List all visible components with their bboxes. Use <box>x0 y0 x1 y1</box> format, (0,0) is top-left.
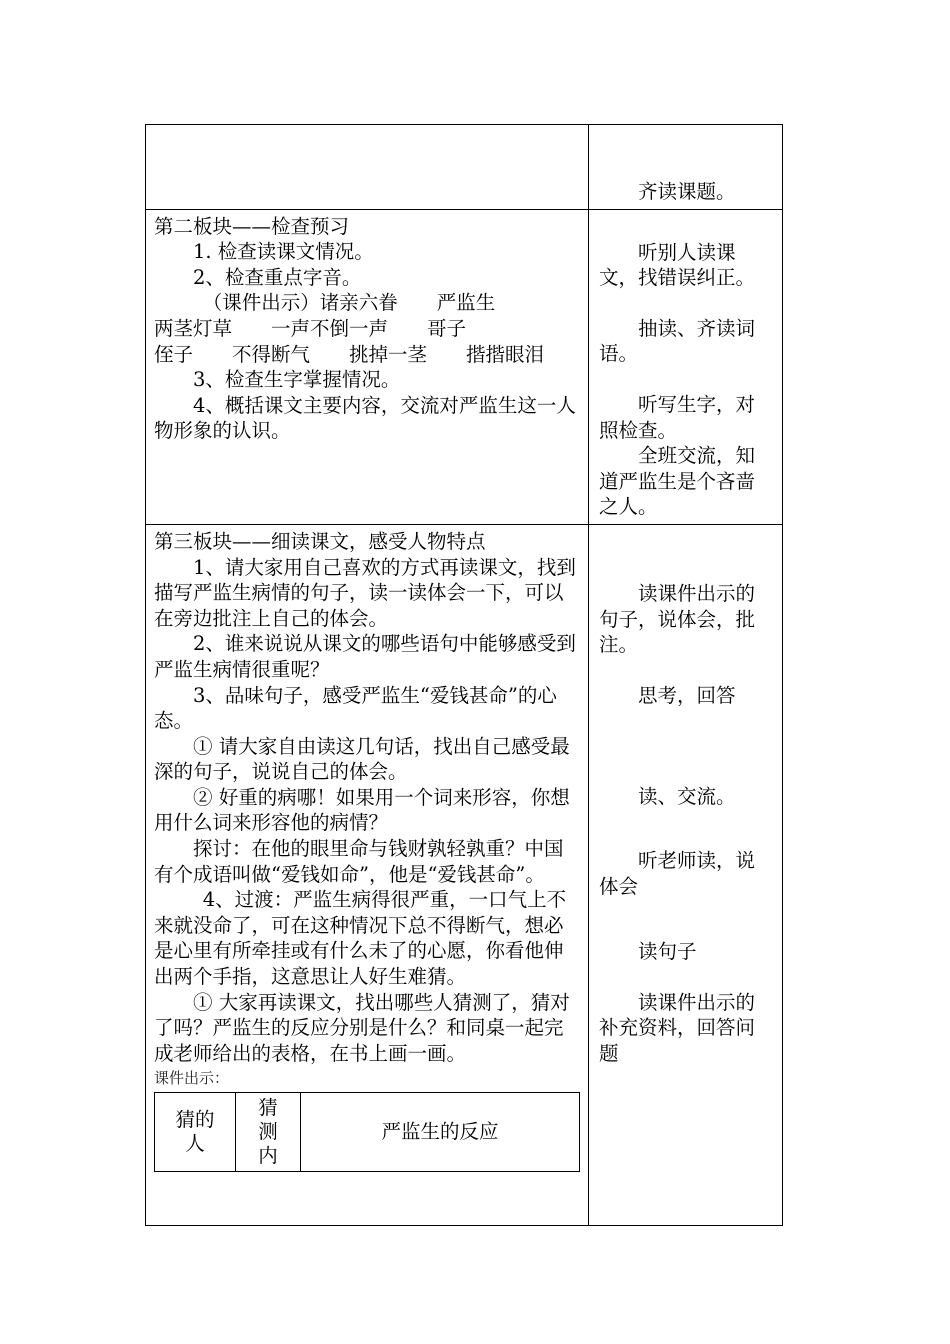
table-header-row <box>155 1093 580 1172</box>
table-row <box>146 125 783 210</box>
activity-item: 2、检查重点字音。 <box>193 265 362 289</box>
activity-item: 4、过渡：严监生病得很严重，一口气上不来就没命了，可在这种情况下总不得断气，想必是心里有所牵挂或有什么未了的心愿，你看他伸出两个手指，这意思让人好生难猜。 <box>154 888 567 989</box>
reaction-table <box>154 1092 580 1172</box>
lesson-plan-table <box>145 124 783 1226</box>
table-row <box>146 209 783 524</box>
activity-item: 3、检查生字掌握情况。 <box>193 368 401 392</box>
section-heading: 第三板块——细读课文，感受人物特点 <box>154 529 486 553</box>
student-activity-text: 读、交流。 <box>638 785 736 809</box>
student-activity-text: 齐读课题。 <box>638 180 736 203</box>
activity-item: 4、概括课文主要内容，交流对严监生这一人物形象的认识。 <box>154 393 576 443</box>
column-header: 猜测内 <box>236 1093 301 1172</box>
activity-item: ① 大家再读课文，找出哪些人猜测了，猜对了吗？严监生的反应分别是什么？和同桌一起完成老师给出的表格，在书上画一画。 <box>154 990 570 1065</box>
student-activity-text: 读课件出示的句子，说体会，批注。 <box>599 581 756 657</box>
activity-item: 两茎灯草 一声不倒一声 哥子 <box>154 316 467 340</box>
student-activity-text: 思考，回答 <box>638 683 736 707</box>
activity-item: 3、品味句子，感受严监生“爱钱甚命”的心态。 <box>154 683 557 733</box>
column-header: 严监生的反应 <box>301 1093 580 1172</box>
activity-item: （课件出示）诸亲六眷 严监生 <box>202 291 496 315</box>
activity-item: 探讨：在他的眼里命与钱财孰轻孰重？中国有个成语叫做“爱钱如命”，他是“爱钱甚命”。 <box>154 837 564 886</box>
student-activity-text: 读句子 <box>638 940 697 964</box>
table-row <box>146 524 783 1225</box>
student-activity-text: 听写生字，对照检查。 <box>599 392 756 442</box>
student-activity-cell <box>589 209 783 524</box>
column-header: 猜的人 <box>155 1093 236 1172</box>
teacher-activity-cell <box>146 125 589 210</box>
courseware-label: 课件出示： <box>154 1069 230 1088</box>
section-heading: 第二板块——检查预习 <box>154 214 350 238</box>
student-activity-text: 读课件出示的补充资料，回答问题 <box>599 990 756 1065</box>
student-activity-text: 抽读、齐读词语。 <box>599 316 756 366</box>
activity-item: ① 请大家自由读这几句话，找出自己感受最深的句子，说说自己的体会。 <box>154 734 570 784</box>
activity-item: 1、请大家用自己喜欢的方式再读课文，找到描写严监生病情的句子，读一读体会一下，可以在旁边批注上自己的体会。 <box>154 555 576 630</box>
student-activity-text: 听老师读，说体会 <box>599 848 756 898</box>
student-activity-text: 听别人读课文，找错误纠正。 <box>599 240 756 290</box>
activity-item: ② 好重的病哪！如果用一个词来形容，你想用什么词来形容他的病情？ <box>154 785 570 835</box>
teacher-activity-cell <box>146 524 589 1225</box>
teacher-activity-cell <box>146 209 589 524</box>
activity-item: 2、谁来说说从课文的哪些语句中能够感受到严监生病情很重呢？ <box>154 632 576 681</box>
activity-item: 1. 检查读课文情况。 <box>193 240 374 264</box>
activity-item: 侄子 不得断气 挑掉一茎 揩揩眼泪 <box>154 342 545 366</box>
student-activity-text: 全班交流，知道严监生是个吝啬之人。 <box>599 444 756 519</box>
student-activity-cell <box>589 524 783 1225</box>
student-activity-cell <box>589 125 783 210</box>
